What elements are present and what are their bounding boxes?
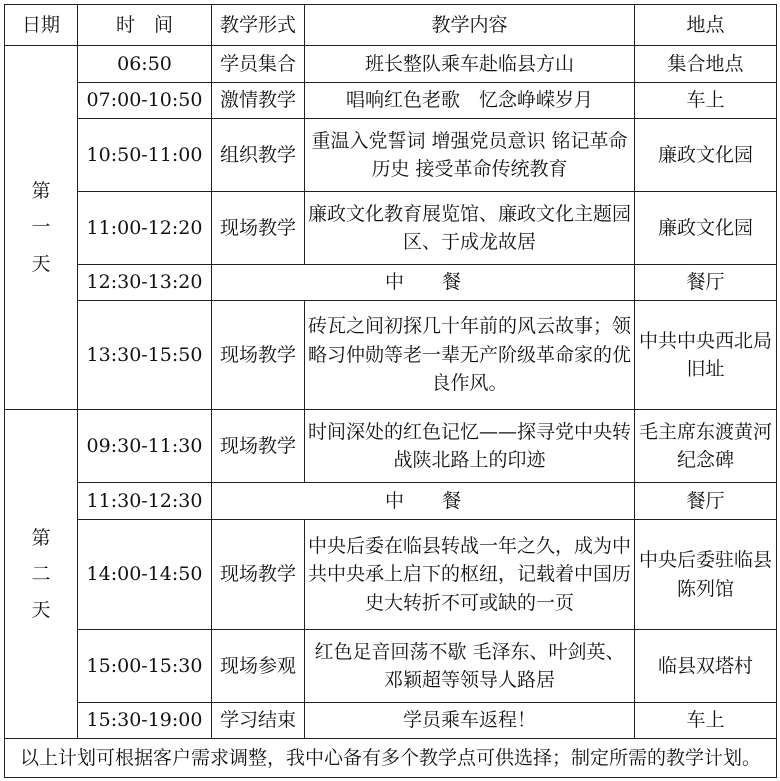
place-cell: 车上	[635, 703, 777, 739]
content-cell: 唱响红色老歌 忆念峥嵘岁月	[305, 83, 635, 119]
place-cell: 毛主席东渡黄河纪念碑	[635, 410, 777, 483]
table-row	[5, 703, 777, 739]
table-row	[5, 520, 777, 630]
time-cell: 06:50	[78, 46, 212, 83]
place-cell: 餐厅	[635, 483, 777, 520]
place-cell: 廉政文化园	[635, 119, 777, 192]
form-cell: 学员集合	[212, 46, 305, 83]
content-cell: 班长整队乘车赴临县方山	[305, 46, 635, 83]
place-cell: 中央后委驻临县陈列馆	[635, 520, 777, 630]
meal-cell: 中 餐	[212, 265, 635, 301]
time-cell: 07:00-10:50	[78, 83, 212, 119]
time-cell: 12:30-13:20	[78, 265, 212, 301]
time-cell: 13:30-15:50	[78, 301, 212, 410]
table-row	[5, 265, 777, 301]
header-date: 日期	[5, 5, 78, 46]
content-cell: 红色足音回荡不歇 毛泽东、叶剑英、邓颖超等领导人路居	[305, 630, 635, 703]
table-row	[5, 410, 777, 483]
time-cell: 11:00-12:20	[78, 192, 212, 265]
content-cell: 中央后委在临县转战一年之久，成为中共中央承上启下的枢纽，记载着中国历史大转折不可或缺的一页	[305, 520, 635, 630]
table-row	[5, 83, 777, 119]
header-row	[5, 5, 777, 46]
place-cell: 餐厅	[635, 265, 777, 301]
time-cell: 09:30-11:30	[78, 410, 212, 483]
footer-row	[5, 739, 777, 778]
form-cell: 现场教学	[212, 520, 305, 630]
content-cell: 廉政文化教育展览馆、廉政文化主题园区、于成龙故居	[305, 192, 635, 265]
day-2-label: 第二天	[5, 410, 78, 739]
content-cell: 重温入党誓词 增强党员意识 铭记革命历史 接受革命传统教育	[305, 119, 635, 192]
time-cell: 11:30-12:30	[78, 483, 212, 520]
form-cell: 组织教学	[212, 119, 305, 192]
form-cell: 学习结束	[212, 703, 305, 739]
table-row	[5, 301, 777, 410]
place-cell: 集合地点	[635, 46, 777, 83]
form-cell: 现场教学	[212, 410, 305, 483]
time-cell: 15:30-19:00	[78, 703, 212, 739]
form-cell: 现场教学	[212, 192, 305, 265]
header-place: 地点	[635, 5, 777, 46]
place-cell: 车上	[635, 83, 777, 119]
form-cell: 现场参观	[212, 630, 305, 703]
schedule-table	[4, 4, 777, 778]
time-cell: 15:00-15:30	[78, 630, 212, 703]
header-time: 时 间	[78, 5, 212, 46]
table-row	[5, 119, 777, 192]
time-cell: 10:50-11:00	[78, 119, 212, 192]
footer-note: 以上计划可根据客户需求调整，我中心备有多个教学点可供选择；制定所需的教学计划。	[5, 739, 777, 778]
content-cell: 砖瓦之间初探几十年前的风云故事；领略习仲勋等老一辈无产阶级革命家的优良作风。	[305, 301, 635, 410]
meal-cell: 中 餐	[212, 483, 635, 520]
content-cell: 时间深处的红色记忆——探寻党中央转战陕北路上的印迹	[305, 410, 635, 483]
time-cell: 14:00-14:50	[78, 520, 212, 630]
form-cell: 现场教学	[212, 301, 305, 410]
place-cell: 中共中央西北局旧址	[635, 301, 777, 410]
table-row	[5, 46, 777, 83]
table-row	[5, 192, 777, 265]
form-cell: 激情教学	[212, 83, 305, 119]
header-content: 教学内容	[305, 5, 635, 46]
table-row	[5, 483, 777, 520]
content-cell: 学员乘车返程！	[305, 703, 635, 739]
place-cell: 廉政文化园	[635, 192, 777, 265]
table-row	[5, 630, 777, 703]
day-1-label: 第一天	[5, 46, 78, 410]
place-cell: 临县双塔村	[635, 630, 777, 703]
header-form: 教学形式	[212, 5, 305, 46]
